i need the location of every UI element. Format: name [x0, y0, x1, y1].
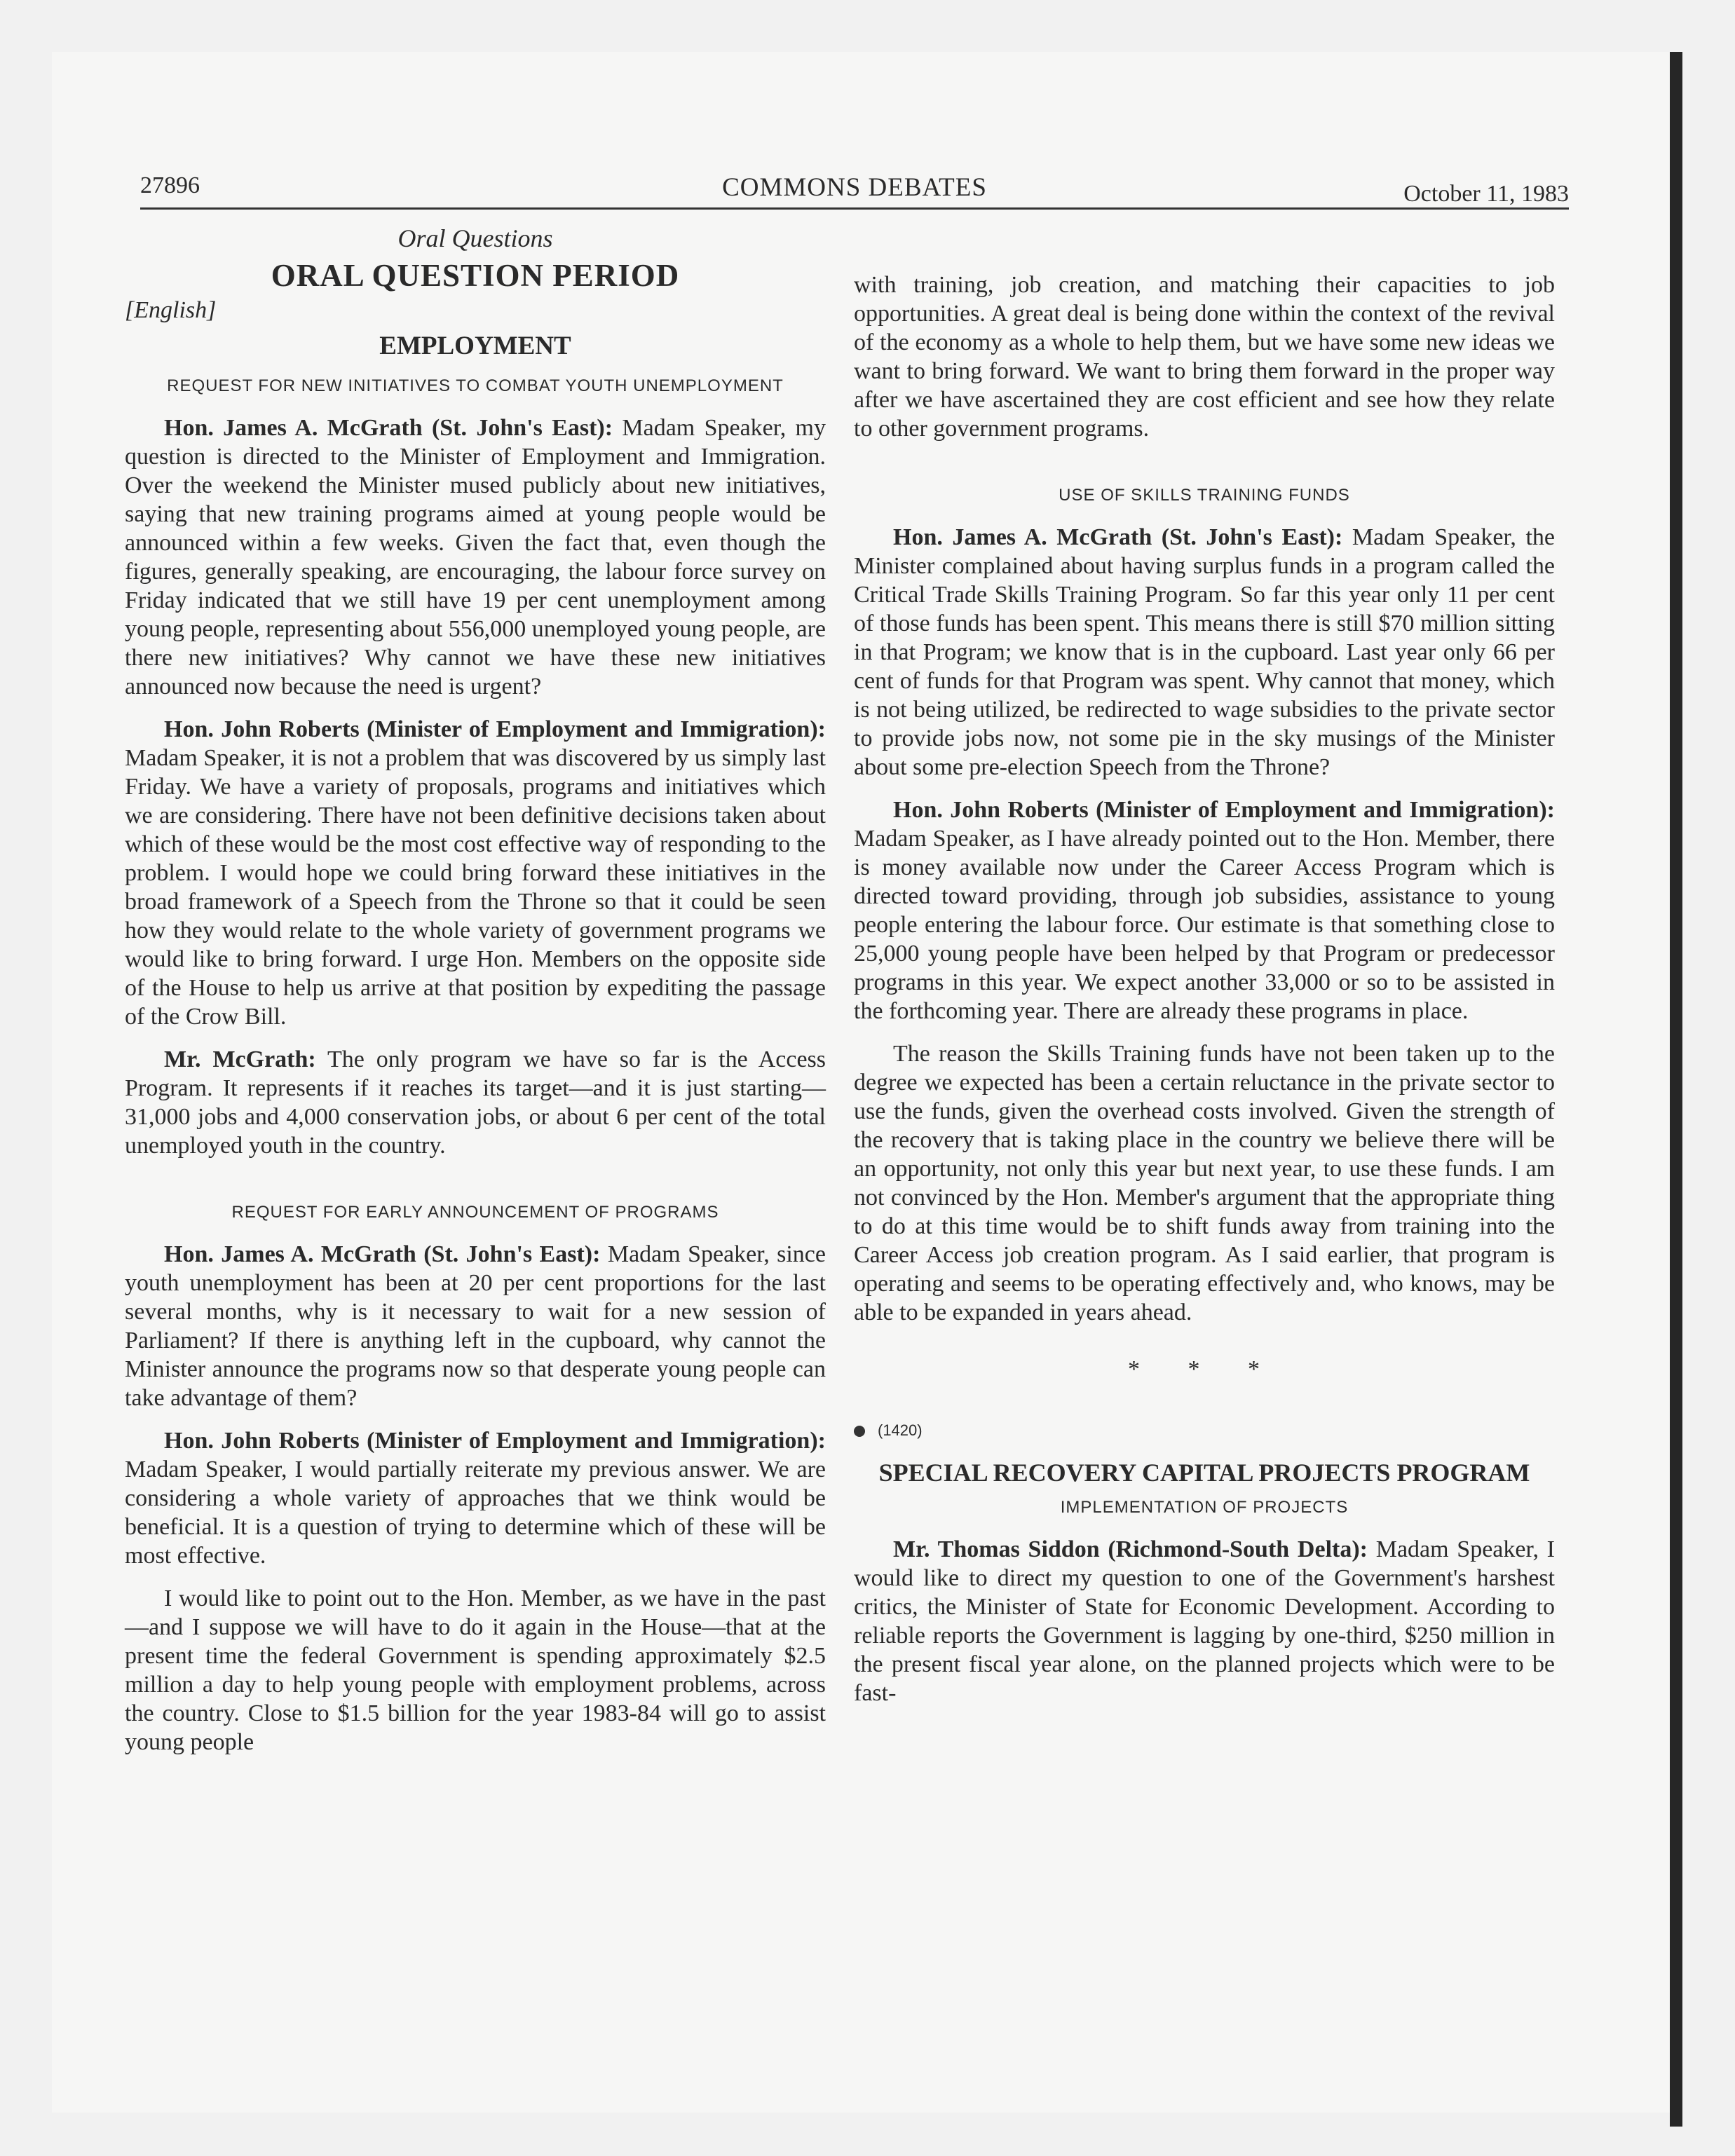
speaker-name: Hon. John Roberts (Minister of Employment and Immigration):	[893, 797, 1555, 823]
bullet-dot-icon	[854, 1426, 865, 1437]
scan-edge	[1670, 52, 1682, 2127]
publication-title: COMMONS DEBATES	[722, 173, 987, 202]
speech-text: Madam Speaker, my question is directed to the Minister of Employment and Immigration. Over the weekend the Minister mused publicly about new initiatives, saying that new training programs aimed at young people would be announced within a few weeks. Given the fact that, even though the figures, generally speaking, are encouraging, the labour force survey on Friday indicated that we still have 19 per cent unemployment among young people, representing about 556,000 unemployed young people, are there new initiatives? Why cannot we have these new initiatives announced now because the need is urgent?	[125, 415, 826, 700]
language-marker: [English]	[125, 297, 217, 323]
paragraph: The reason the Skills Training funds have not been taken up to the degree we expected has been a certain reluctance in the private sector to use the funds, given the overhead costs involved. Given the strength of the recovery that is taking place in the country we believe there will be an opportunity, not only this year but next year, to use these funds. I am not convinced by the Hon. Member's argument that the appropriate thing to do at this time would be to shift funds away from training into the Career Access job creation program. As I said earlier, that program is operating and seems to be operating effectively and, who knows, may be able to be expanded in years ahead.	[854, 1041, 1555, 1325]
subheading-skills-training: USE OF SKILLS TRAINING FUNDS	[1059, 486, 1350, 505]
topic-heading: EMPLOYMENT	[379, 332, 571, 360]
paragraph: I would like to point out to the Hon. Member, as we have in the past—and I suppose we will have to do it again in the House—that at the present time the federal Government is spending approximately $2.5 million a day to help young people with employment problems, across the country. Close to $1.5 billion for the year 1983-84 will go to assist young people	[125, 1585, 826, 1755]
speaker-name: Mr. McGrath:	[164, 1046, 316, 1072]
speaker-name: Hon. John Roberts (Minister of Employment and Immigration):	[164, 716, 826, 742]
page-number: 27896	[140, 172, 200, 198]
page-date: October 11, 1983	[1403, 181, 1569, 207]
section-separator: * * *	[1128, 1356, 1281, 1382]
speech-text: Madam Speaker, I would partially reiterate my previous answer. We are considering a whole variety of approaches that we think would be beneficial. It is a question of trying to determine which of these will be most effective.	[125, 1456, 826, 1569]
speaker-name: Hon. James A. McGrath (St. John's East):	[164, 1241, 601, 1267]
left-column	[125, 217, 826, 1770]
time-marker	[854, 1416, 1555, 1445]
speaker-name: Hon. James A. McGrath (St. John's East):	[893, 524, 1343, 550]
paragraph	[125, 1426, 826, 1570]
subheading-youth-initiatives: REQUEST FOR NEW INITIATIVES TO COMBAT YOUTH UNEMPLOYMENT	[167, 376, 784, 395]
main-title: ORAL QUESTION PERIOD	[271, 258, 680, 293]
speaker-name: Hon. John Roberts (Minister of Employment and Immigration):	[164, 1428, 826, 1454]
speech-text: Madam Speaker, the Minister complained about having surplus funds in a program called the Critical Trade Skills Training Program. So far this year only 11 per cent of those funds has been spent. This means there is still $70 million sitting in that Program; we know that is in the cupboard. Last year only 66 per cent of funds for that Program was spent. Why cannot that money, which is not being utilized, be redirected to wage subsidies to the private sector to provide jobs now, not some pie in the sky musings of the Minister about some pre-election Speech from the Throne?	[854, 524, 1555, 780]
paragraph	[125, 1240, 826, 1412]
speech-text: The only program we have so far is the Access Program. It represents if it reaches its target—and it is just starting—31,000 jobs and 4,000 conservation jobs, or about 6 per cent of the total unemployed youth in the country.	[125, 1046, 826, 1159]
time-marker-text: (1420)	[878, 1421, 923, 1439]
speech-text: Madam Speaker, since youth unemployment has been at 20 per cent proportions for the last several months, why is it necessary to wait for a new session of Parliament? If there is anything left in the cupboard, why cannot the Minister announce the programs now so that desperate young people can take advantage of them?	[125, 1241, 826, 1411]
paragraph	[125, 1045, 826, 1160]
speaker-name: Hon. James A. McGrath (St. John's East):	[164, 415, 613, 441]
subheading-implementation: IMPLEMENTATION OF PROJECTS	[1060, 1498, 1349, 1517]
speech-text: Madam Speaker, I would like to direct my question to one of the Government's harshest critics, the Minister of State for Economic Development. According to reliable reports the Government is lagging by one-third, $250 million in the present fiscal year alone, on the planned projects which were to be fast-	[854, 1536, 1555, 1706]
paragraph	[854, 523, 1555, 782]
section-title: SPECIAL RECOVERY CAPITAL PROJECTS PROGRAM	[878, 1459, 1530, 1487]
speech-text: Madam Speaker, it is not a problem that was discovered by us simply last Friday. We have a variety of proposals, programs and initiatives which we are considering. There have not been definitive decisions taken about which of these would be the most cost effective way of responding to the problem. I would hope we could bring forward these initiatives in the broad framework of a Speech from the Throne so that it could be seen how they would relate to the whole variety of government programs we would like to bring forward. I urge Hon. Members on the opposite side of the House to help us arrive at that position by expediting the passage of the Crow Bill.	[125, 745, 826, 1030]
paragraph	[854, 796, 1555, 1025]
paragraph	[854, 1535, 1555, 1707]
right-column	[854, 271, 1555, 1721]
page-header	[140, 172, 1569, 210]
paragraph-continued: with training, job creation, and matching their capacities to job opportunities. A great deal is being done within the context of the revival of the economy as a whole to help them, but we have some new ideas we want to bring forward. We want to bring them forward in the proper way after we have ascertained they are cost efficient and see how they relate to other government programs.	[854, 272, 1555, 442]
paragraph	[125, 715, 826, 1031]
subheading-early-announcement: REQUEST FOR EARLY ANNOUNCEMENT OF PROGRAMS	[231, 1203, 719, 1222]
paragraph	[125, 414, 826, 701]
speaker-name: Mr. Thomas Siddon (Richmond-South Delta):	[893, 1536, 1368, 1562]
section-label: Oral Questions	[397, 224, 553, 252]
speech-text: Madam Speaker, as I have already pointed out to the Hon. Member, there is money available now under the Career Access Program which is directed toward providing, through job subsidies, assistance to young people entering the labour force. Our estimate is that something close to 25,000 young people have been helped by that Program or predecessor programs in this year. We expect another 33,000 or so to be assisted in the forthcoming year. There are already these programs in place.	[854, 826, 1555, 1024]
